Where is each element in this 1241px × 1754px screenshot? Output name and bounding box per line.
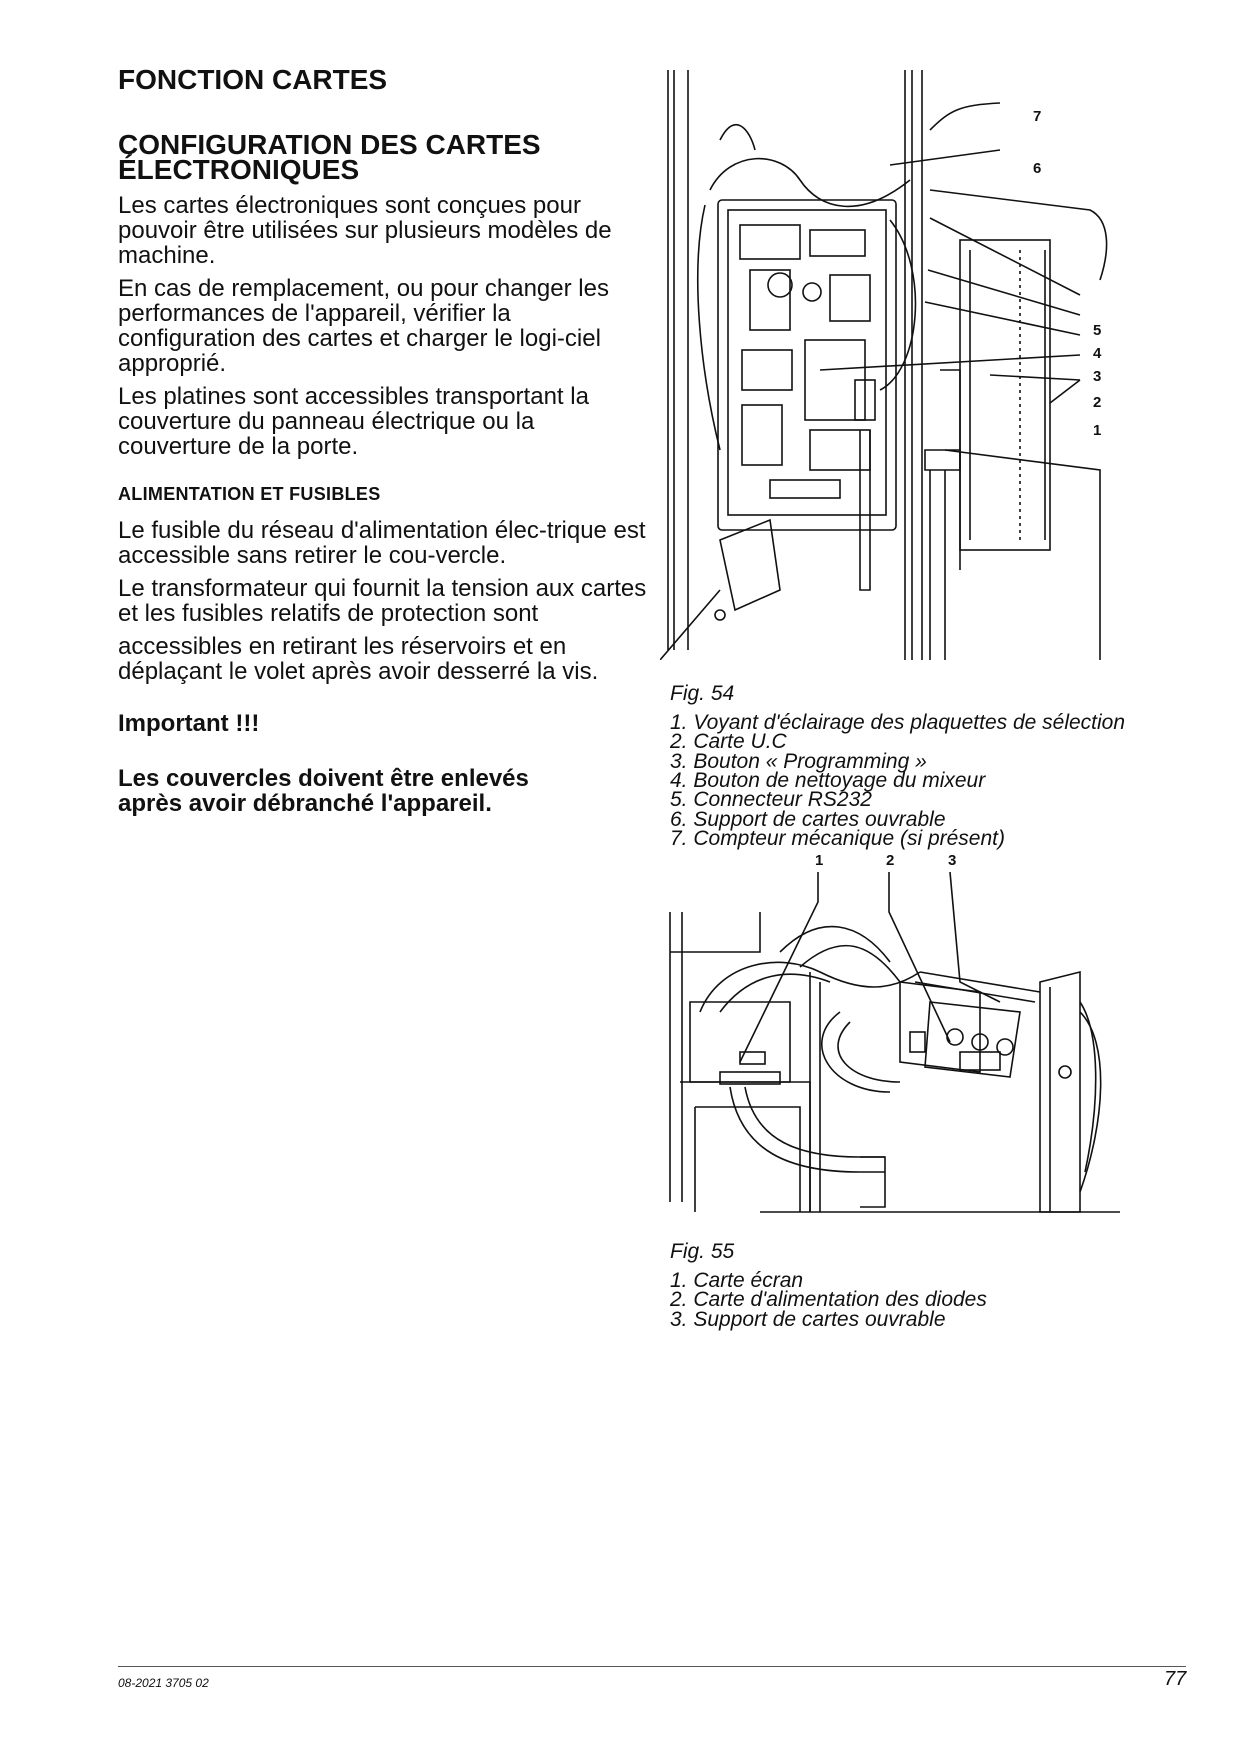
- paragraph-6: accessibles en retirant les réservoirs et en déplaçant le volet après avoir desserré la vis.: [118, 632, 599, 685]
- fig55-caption: Fig. 55: [670, 1240, 735, 1263]
- paragraph-2: En cas de remplacement, ou pour changer les performances de l'appareil, vérifier la configuration des cartes et charger le logi-ciel approprié.: [118, 275, 609, 378]
- fig54-legend-item: 7. Compteur mécanique (si présent): [670, 826, 1005, 850]
- figure-55-drawing: [660, 872, 1120, 1232]
- document-reference: 08-2021 3705 02: [118, 1676, 209, 1690]
- fig55-legend-item: 1. Carte écran: [670, 1269, 804, 1292]
- fig54-callout-3: 3: [1093, 368, 1102, 385]
- paragraph-4: Le fusible du réseau d'alimentation élec-trique est accessible sans retirer le cou-vercle.: [118, 516, 646, 569]
- subsection-title-line1: CONFIGURATION DES CARTES: [118, 129, 541, 160]
- fig54-legend-item: 1. Voyant d'éclairage des plaquettes de sélection: [670, 711, 1126, 734]
- fig55-legend-item: 2. Carte d'alimentation des diodes: [670, 1288, 987, 1312]
- warning-note: [118, 766, 648, 816]
- fig54-legend-item: 3. Bouton « Programming »: [670, 749, 927, 773]
- fig54-callout-7: 7: [1033, 108, 1042, 125]
- text-column: [118, 66, 648, 816]
- fig54-legend-item: 5. Connecteur RS232: [670, 788, 872, 812]
- page-number: 77: [1164, 1668, 1187, 1690]
- subsection-title: [118, 129, 648, 186]
- subheading-fuses: ALIMENTATION ET FUSIBLES: [118, 483, 381, 504]
- fig54-legend-item: 2. Carte U.C: [670, 730, 787, 754]
- fig54-legend: [670, 713, 1125, 848]
- fig54-callout-5: 5: [1093, 322, 1102, 339]
- paragraph-1: Les cartes électroniques sont conçues pour pouvoir être utilisées sur plusieurs modèles de machine.: [118, 192, 612, 270]
- warning-line-1: Les couvercles doivent être enlevés: [118, 764, 529, 792]
- fig54-callout-4: 4: [1093, 345, 1102, 362]
- important-note: Important !!!: [118, 709, 260, 737]
- fig54-callout-1: 1: [1093, 422, 1102, 439]
- fig55-callout-3: 3: [948, 852, 957, 869]
- subsection-title-line2: ÉLECTRONIQUES: [118, 154, 360, 186]
- fig54-legend-item: 6. Support de cartes ouvrable: [670, 807, 946, 831]
- fig55-legend-item: 3. Support de cartes ouvrable: [670, 1307, 946, 1331]
- warning-line-2: après avoir débranché l'appareil.: [118, 790, 492, 817]
- fig54-callout-6: 6: [1033, 160, 1042, 177]
- paragraph-5: Le transformateur qui fournit la tension aux cartes et les fusibles relatifs de protection sont: [118, 574, 647, 627]
- fig54-callout-2: 2: [1093, 394, 1102, 411]
- section-title: FONCTION CARTES: [118, 64, 388, 95]
- fig55-legend: [670, 1271, 987, 1329]
- paragraph-3: Les platines sont accessibles transportant la couverture du panneau électrique ou la couverture de la porte.: [118, 383, 589, 460]
- fig55-callout-1: 1: [815, 852, 824, 869]
- fig55-callout-2: 2: [886, 852, 895, 869]
- figure-54-drawing: [660, 70, 1110, 660]
- footer-divider: [118, 1666, 1186, 1667]
- fig54-legend-item: 4. Bouton de nettoyage du mixeur: [670, 768, 986, 792]
- fig54-caption: Fig. 54: [670, 682, 735, 705]
